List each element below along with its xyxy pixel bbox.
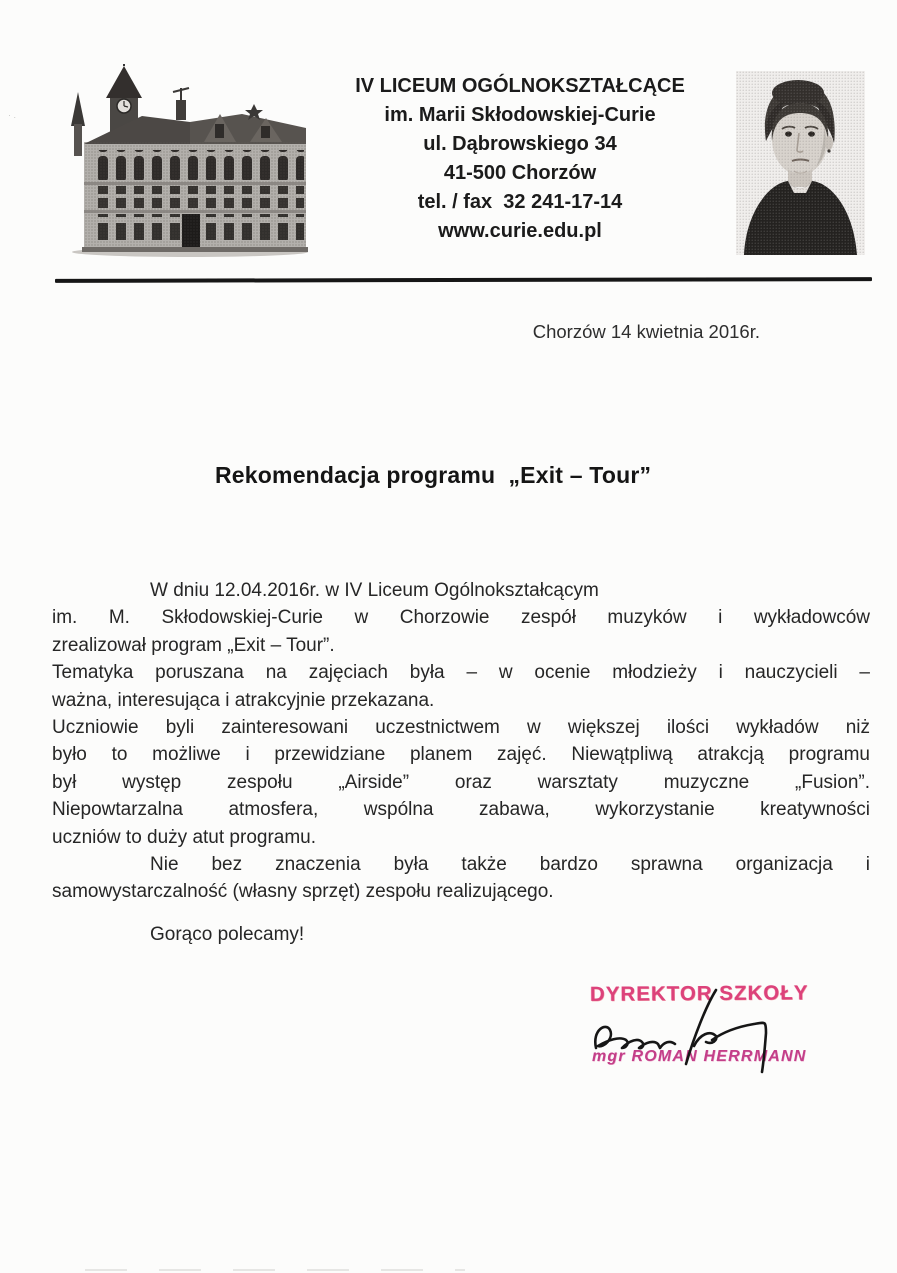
school-building-image [58, 64, 318, 258]
stamp-director-title: DYREKTOR SZKOŁY [589, 981, 809, 1006]
marie-curie-portrait [736, 71, 865, 255]
body-line: samowystarczalność (własny sprzęt) zespołu realizującego. [52, 881, 554, 903]
body-line: był występ zespołu „Airside” oraz warsztaty muzyczne „Fusion”. [52, 771, 870, 793]
body-line: Uczniowie byli zainteresowani uczestnictwem w większej ilości wykładów niż [52, 717, 870, 739]
date-line: Chorzów 14 kwietnia 2016r. [532, 321, 760, 342]
scan-dust: · . [8, 110, 16, 120]
school-street: ul. Dąbrowskiego 34 [423, 133, 617, 155]
school-letterhead [340, 72, 700, 246]
school-name: IV LICEUM OGÓLNOKSZTAŁCĄCE [355, 75, 685, 97]
signature-block [590, 982, 840, 1087]
school-website: www.curie.edu.pl [438, 220, 602, 242]
body-line: było to możliwe i przewidziane planem zajęć. Niewątpliwą atrakcją programu [52, 744, 870, 766]
body-text [52, 577, 870, 906]
stamp-director-name: mgr ROMAN HERRMANN [592, 1048, 807, 1065]
body-line: zrealizował program „Exit – Tour”. [52, 634, 335, 656]
school-phone: tel. / fax 32 241-17-14 [417, 191, 623, 213]
closing-line: Gorąco polecamy! [150, 924, 305, 945]
school-patron: im. Marii Skłodowskiej-Curie [384, 104, 656, 126]
body-line: Nie bez znaczenia była także bardzo sprawna organizacja i [150, 854, 870, 876]
scan-edge-artifact [85, 1269, 465, 1271]
body-line: Niepowtarzalna atmosfera, wspólna zabawa, wykorzystanie kreatywności [52, 799, 870, 821]
school-city: 41-500 Chorzów [443, 162, 597, 184]
body-line: W dniu 12.04.2016r. w IV Liceum Ogólnokształcącym [150, 580, 599, 601]
body-line: im. M. Skłodowskiej-Curie w Chorzowie zespół muzyków i wykładowców [52, 607, 870, 629]
header-divider [55, 277, 872, 283]
body-line: ważna, interesująca i atrakcyjnie przekazana. [52, 689, 435, 711]
document-title: Rekomendacja programu „Exit – Tour” [215, 462, 652, 488]
body-line: uczniów to duży atut programu. [52, 826, 317, 848]
body-line: Tematyka poruszana na zajęciach była – w ocenie młodzieży i nauczycieli – [52, 662, 870, 684]
